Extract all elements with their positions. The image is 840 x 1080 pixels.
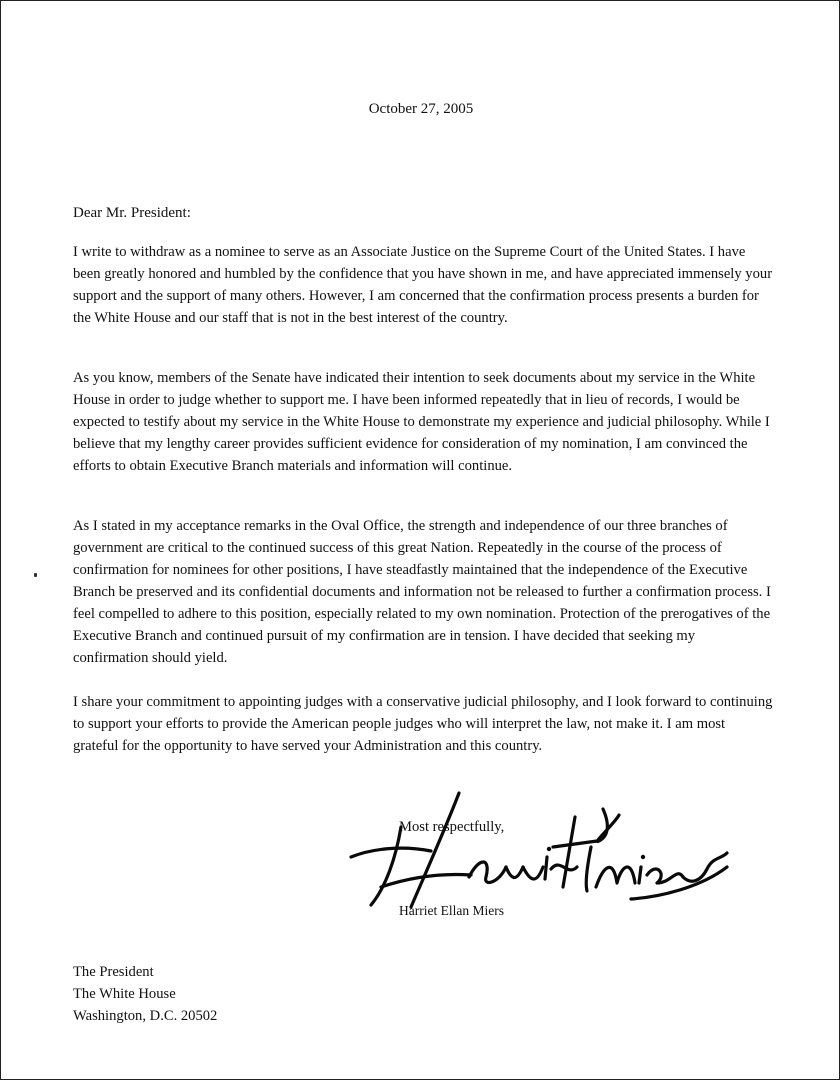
salutation: Dear Mr. President: — [73, 205, 191, 221]
signed-name: Harriet Ellan Miers — [399, 903, 504, 918]
closing: Most respectfully, — [399, 819, 505, 835]
letter-date: October 27, 2005 — [368, 101, 474, 117]
paragraph-4: I share your commitment to appointing judges with a conservative judicial philosophy, and I look forward to continuing to support your efforts to provide the American people judges who will interpret the law, not make it. I am most grateful for the opportunity to have served your Administration and this country. — [73, 694, 773, 754]
address-line-2: The White House — [73, 986, 176, 1002]
address-line-3: Washington, D.C. 20502 — [73, 1008, 218, 1024]
recipient-address — [73, 961, 217, 1027]
scan-speck — [34, 573, 37, 577]
paragraph-2: As you know, members of the Senate have indicated their intention to seek documents about my service in the White House in order to judge whether to support me. I have been informed repeatedly that in lieu of records, I would be expected to testify about my service in the White House to demonstrate my experience and judicial philosophy. While I believe that my lengthy career provides sufficient evidence for consideration of my nomination, I am convinced the efforts to obtain Executive Branch materials and information will continue. — [73, 370, 770, 474]
address-line-1: The President — [73, 964, 154, 980]
paragraph-3: As I stated in my acceptance remarks in the Oval Office, the strength and independence of our three branches of government are critical to the continued success of this great Nation. Repeatedly in the course of the process of confirmation for nominees for other positions, I have steadfastly maintained that the independence of the Executive Branch be preserved and its confidential documents and information not be released to further a confirmation process. I feel compelled to adhere to this position, especially related to my own nomination. Protection of the prerogatives of the Executive Branch and continued pursuit of my confirmation are in tension. I have decided that seeking my confirmation should yield. — [73, 518, 771, 666]
paragraph-1: I write to withdraw as a nominee to serve as an Associate Justice on the Supreme Court of the United States. I have been greatly honored and humbled by the confidence that you have shown in me, and have appreciated immensely your support and the support of many others. However, I am concerned that the confirmation process presents a burden for the White House and our staff that is not in the best interest of the country. — [73, 244, 773, 326]
handwritten-signature — [341, 787, 741, 917]
